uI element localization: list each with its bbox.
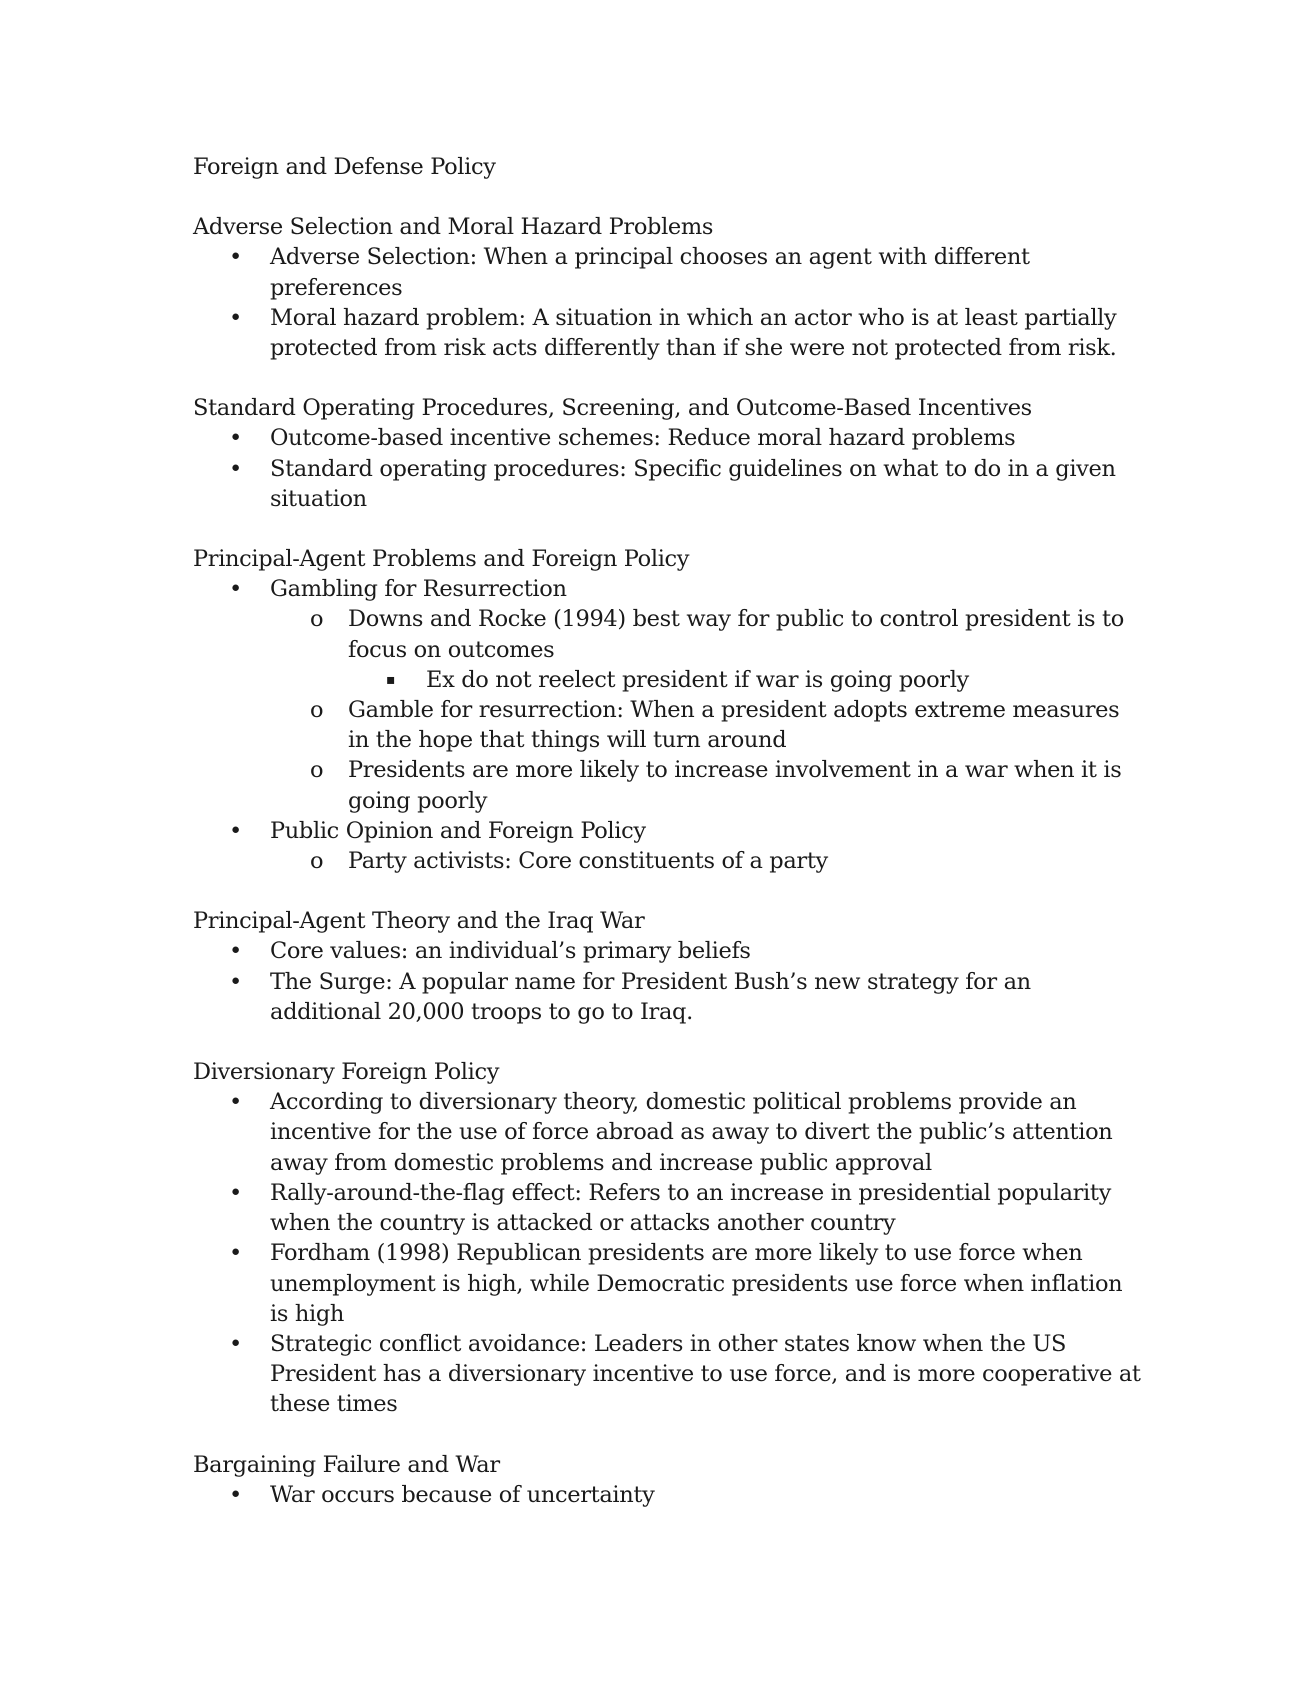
section-adverse-selection [193,212,1143,363]
list-item-text: Gambling for Resurrection [270,576,567,603]
list-item [193,967,1143,1027]
list-item [193,303,1143,363]
sub-bullet-list [270,846,1143,876]
bullet-icon [229,936,242,966]
bullet-icon [229,574,242,604]
bullet-list [193,1087,1143,1419]
sub-sub-bullet-list [348,665,1143,695]
circle-bullet-icon [310,604,323,634]
list-item-text: War occurs because of uncertainty [270,1481,655,1508]
sub-sub-list-item-text: Ex do not reelect president if war is going poorly [426,666,969,693]
list-item-text: Strategic conflict avoidance: Leaders in other states know when the US President has a diversionary incentive to use force, and is more cooperative at these times [270,1330,1141,1418]
list-item-text: According to diversionary theory, domestic political problems provide an incentive for the use of force abroad as away to divert the public’s attention away from domestic problems and increase public approval [270,1089,1113,1176]
sub-list-item-text: Gamble for resurrection: When a president adopts extreme measures in the hope that things will turn around [348,697,1120,754]
list-item [193,1087,1143,1178]
bullet-icon [229,1087,242,1117]
bullet-icon [229,816,242,846]
list-item [193,1480,1143,1510]
bullet-icon [229,1238,242,1268]
circle-bullet-icon [310,695,323,725]
list-item-text: Moral hazard problem: A situation in which an actor who is at least partially protected from risk acts differently than if she were not protected from risk. [270,304,1117,362]
list-item-text: Fordham (1998) Republican presidents are more likely to use force when unemployment is high, while Democratic presidents use force when inflation is high [270,1240,1123,1327]
sub-list-item-text: Party activists: Core constituents of a party [348,848,828,875]
list-item [193,423,1143,453]
section-principal-agent-problems [193,544,1143,876]
list-item [193,816,1143,876]
bullet-icon [229,967,242,997]
sub-list-item-text: Presidents are more likely to increase involvement in a war when it is going poorly [348,757,1122,814]
bullet-icon [229,454,242,484]
list-item-text: The Surge: A popular name for President Bush’s new strategy for an additional 20,000 troops to go to Iraq. [270,968,1031,1025]
section-bargaining-failure [193,1450,1143,1510]
bullet-list [193,1480,1143,1510]
section-heading: Principal-Agent Problems and Foreign Policy [193,546,690,573]
document-title: Foreign and Defense Policy [193,154,496,180]
section-standard-operating-procedures [193,393,1143,514]
bullet-list [193,242,1143,363]
list-item [193,242,1143,302]
section-heading: Principal-Agent Theory and the Iraq War [193,908,645,935]
sub-list-item-text: Downs and Rocke (1994) best way for public to control president is to focus on outcomes [348,606,1124,663]
section-heading: Standard Operating Procedures, Screening, and Outcome-Based Incentives [193,395,1032,422]
bullet-icon [229,1178,242,1208]
section-diversionary-foreign-policy [193,1057,1143,1419]
circle-bullet-icon [310,846,323,876]
list-item-text: Public Opinion and Foreign Policy [270,817,646,844]
sub-bullet-list [270,604,1143,815]
list-item [193,936,1143,966]
list-item-text: Standard operating procedures: Specific guidelines on what to do in a given situation [270,455,1116,512]
list-item-text: Rally-around-the-flag effect: Refers to an increase in presidential popularity when the country is attacked or attacks another country [270,1179,1111,1237]
list-item [193,1178,1143,1238]
bullet-icon [229,303,242,333]
bullet-icon [229,423,242,453]
sub-list-item [270,604,1143,695]
list-item-text: Core values: an individual’s primary beliefs [270,938,751,965]
section-heading: Diversionary Foreign Policy [193,1059,500,1086]
square-bullet-icon [386,665,395,695]
list-item [193,574,1143,816]
sub-list-item [270,755,1143,815]
bullet-list [193,936,1143,1027]
list-item [193,454,1143,514]
bullet-icon [229,1329,242,1359]
document-page [193,152,1143,1540]
list-item-text: Adverse Selection: When a principal chooses an agent with different preferences [270,244,1030,301]
bullet-icon [229,242,242,272]
section-heading: Bargaining Failure and War [193,1451,500,1478]
section-heading: Adverse Selection and Moral Hazard Problems [193,214,714,241]
bullet-list [193,574,1143,876]
list-item [193,1329,1143,1420]
list-item [193,1238,1143,1329]
bullet-list [193,423,1143,514]
sub-sub-list-item [348,665,1143,695]
bullet-icon [229,1480,242,1510]
sub-list-item [270,695,1143,755]
list-item-text: Outcome-based incentive schemes: Reduce moral hazard problems [270,425,1016,452]
section-iraq-war [193,906,1143,1027]
circle-bullet-icon [310,755,323,785]
sub-list-item [270,846,1143,876]
